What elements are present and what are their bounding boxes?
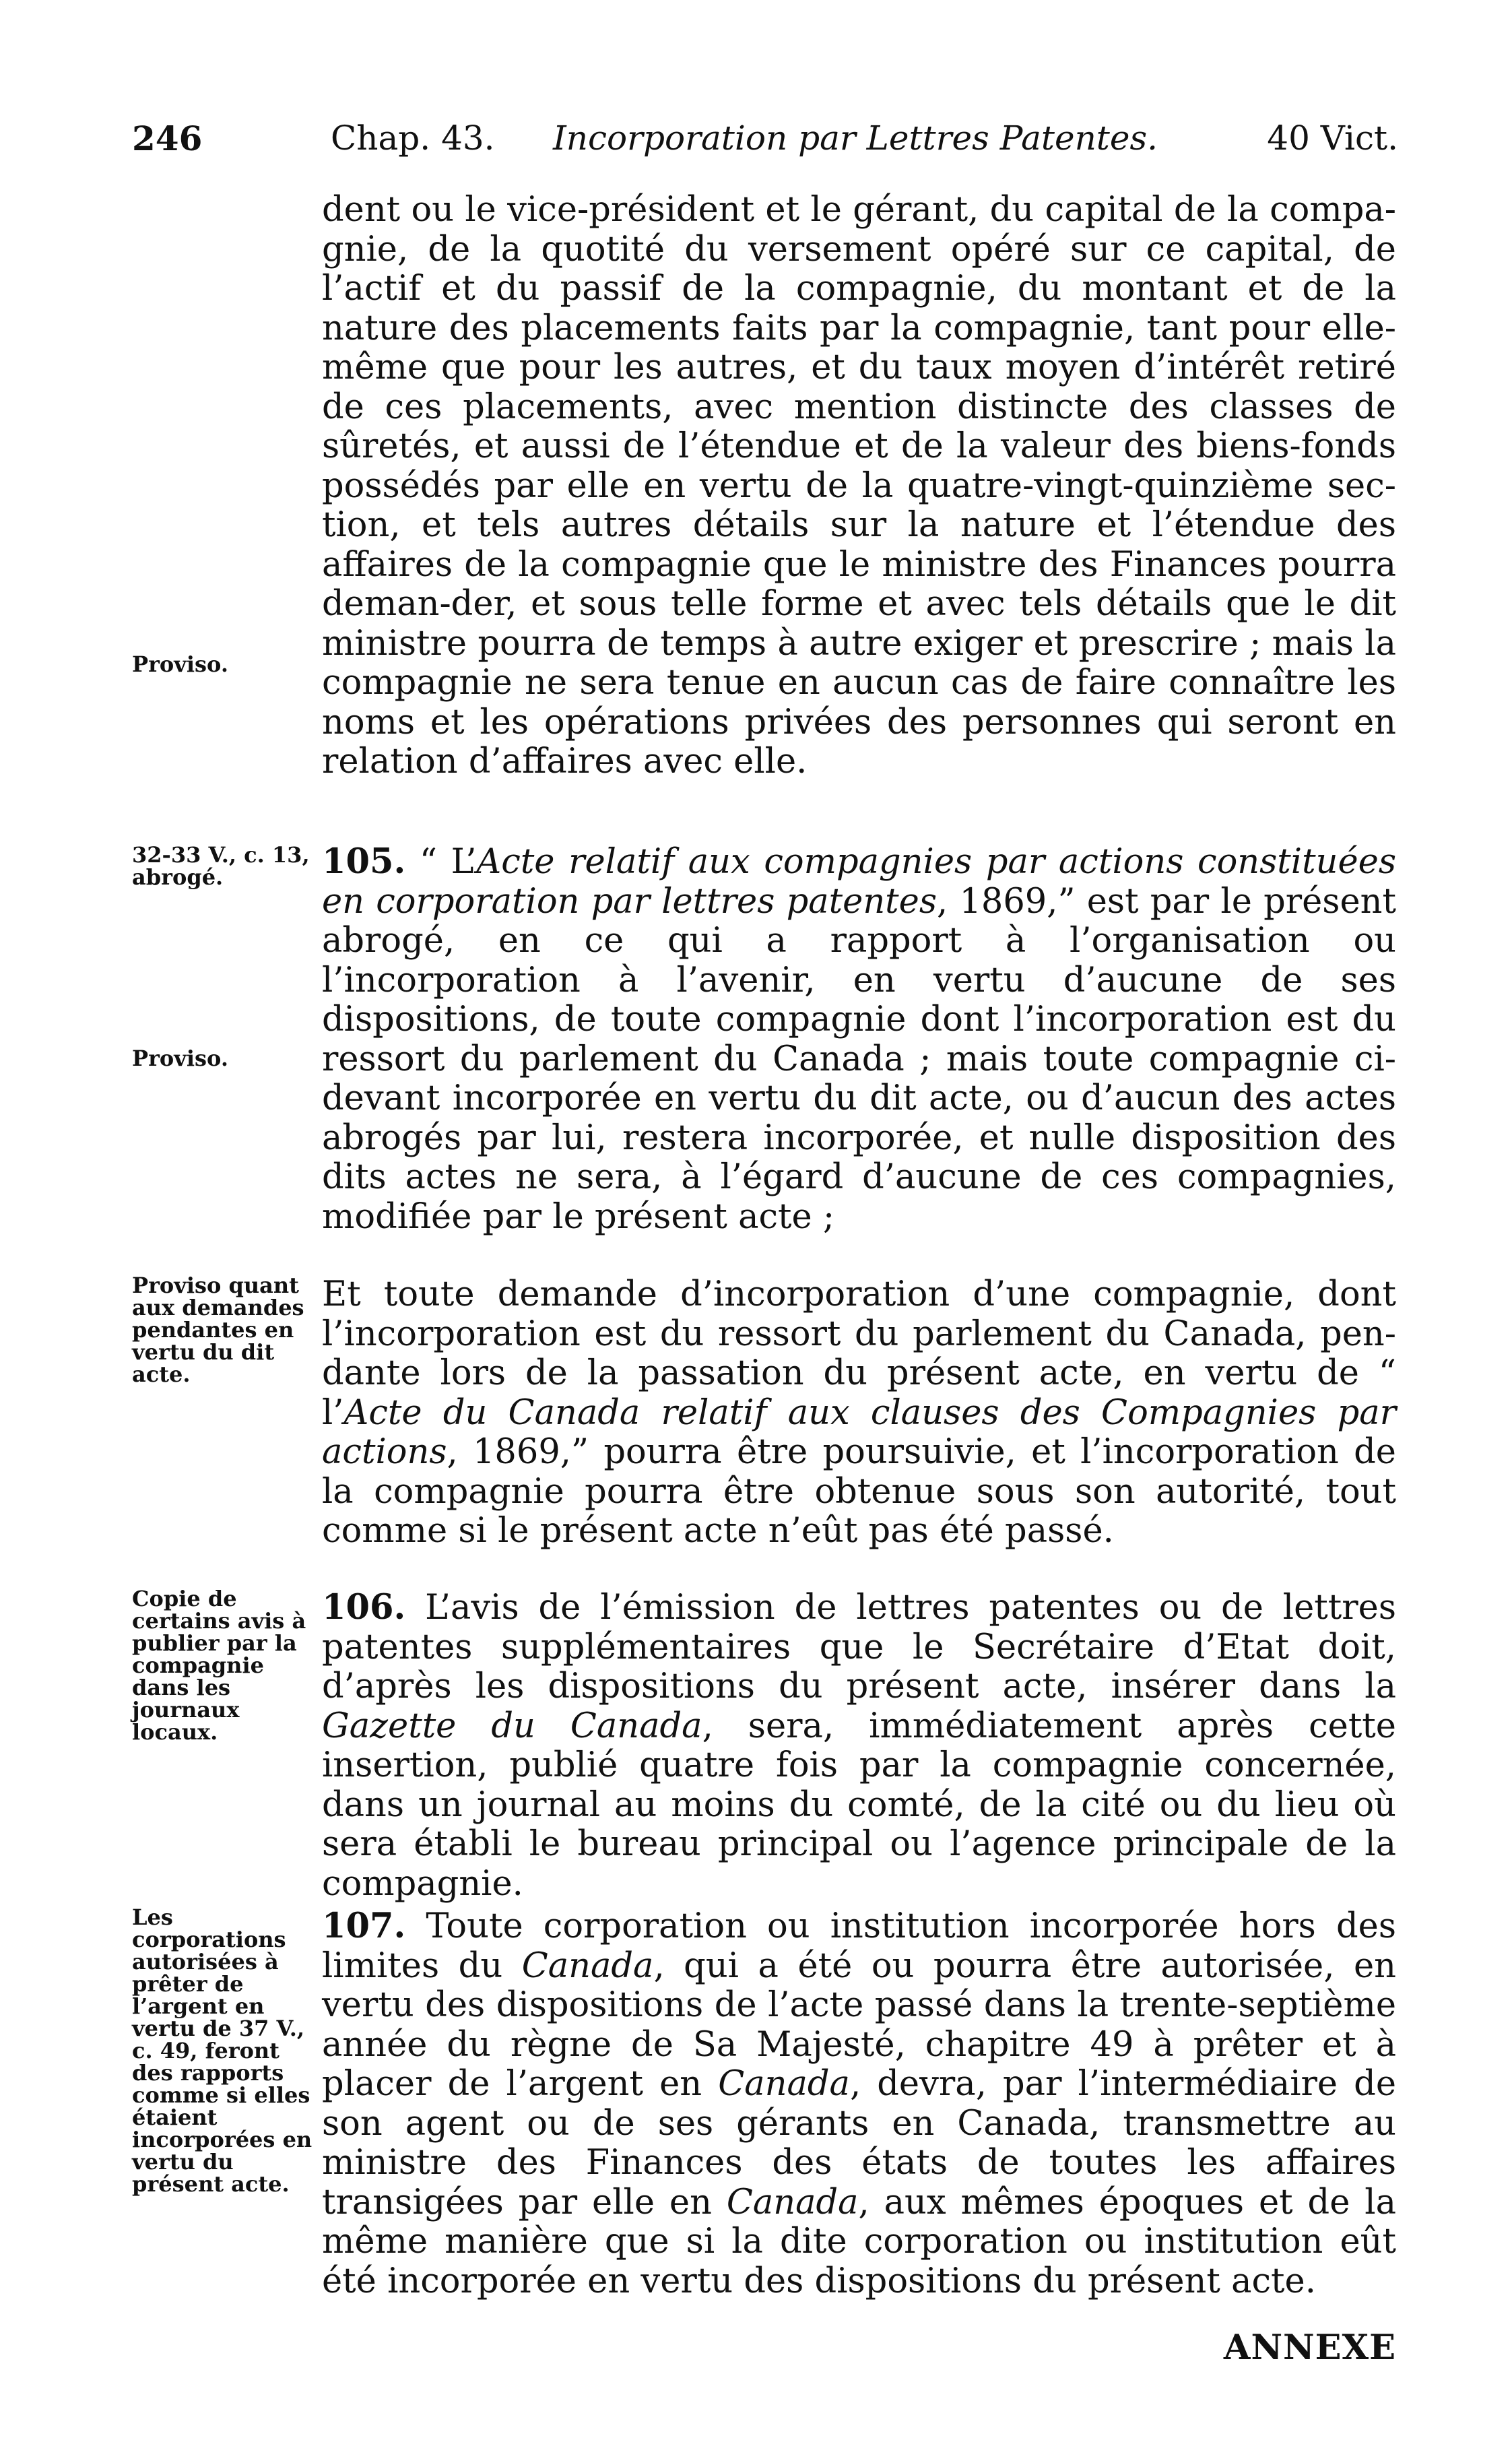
margin-note-pending-applications: Proviso quant aux demandes pendantes en vertu du dit acte. <box>132 1273 304 1387</box>
section-number: 105. <box>322 841 406 882</box>
margin-note-proviso: Proviso. <box>132 651 228 677</box>
section-number: 107. <box>322 1906 406 1946</box>
section-106 <box>322 1588 1396 1904</box>
margin-note-foreign-corporations: Les corporations autorisées à prêter de l’argent en vertu de 37 V., c. 49, feront des rapports comme si elles étaient incorporées en vertu du présent acte. <box>132 1904 313 2197</box>
paragraph-text: L’avis de l’émission de lettres patentes ou de lettres patentes supplémentaires que le Secrétaire d’Etat doit, d’après les dispositions du présent acte, insérer dans la Gazette du Canada, sera, immédiatement après cette insertion, publié quatre fois par la compagnie concernée, dans un journal au moins du comté, de la cité ou du lieu où sera établi le bureau principal ou l’agence principale de la compagnie. <box>322 1588 1397 1904</box>
paragraph-text: “ L’Acte relatif aux compagnies par actions constituées en corporation par lettres patentes, 1869,” est par le présent abrogé, en ce qui a rapport à l’organisation ou l’incorporation à l’avenir, en vertu d’aucune de ses dispositions, de toute compagnie dont l’incorporation est du ressort du parlement du Canada ; mais toute compagnie ci-devant incorporée en vertu du dit acte, ou d’aucun des actes abrogés par lui, restera incorporée, et nulle disposition des dits actes ne sera, à l’égard d’aucune de ces compagnies, modifiée par le présent acte ; <box>322 842 1396 1237</box>
margin-note-notices: Copie de certains avis à publier par la compagnie dans les journaux locaux. <box>132 1586 306 1745</box>
chapter-label: Chap. 43. <box>331 119 495 158</box>
catchword: ANNEXE <box>1223 2327 1396 2368</box>
section-107 <box>322 1906 1396 2301</box>
section-number: 106. <box>322 1587 406 1628</box>
margin-note-proviso-2: Proviso. <box>132 1046 228 1071</box>
running-title: Incorporation par Lettres Patentes. <box>553 119 1158 158</box>
paragraph-pending <box>322 1275 1396 1551</box>
margin-note-repeal: 32-33 V., c. 13, abrogé. <box>132 842 310 890</box>
running-header <box>132 119 1398 166</box>
regnal-year: 40 Vict. <box>1267 119 1398 158</box>
paragraph-text: dent ou le vice-président et le gérant, du capital de la compa-gnie, de la quotité du versement opéré sur ce capital, de l’actif et du passif de la compagnie, du montant et de la nature des placements faits par la compagnie, tant pour elle-même que pour les autres, et du taux moyen d’intérêt retiré de ces placements, avec mention distincte des classes de sûretés, et aussi de l’étendue et de la valeur des biens-fonds possédés par elle en vertu de la quatre-vingt-quinzième sec-tion, et tels autres détails sur la nature et l’étendue des affaires de la compagnie que le ministre des Finances pourra deman-der, et sous telle forme et avec tels détails que le dit ministre pourra de temps à autre exiger et prescrire ; mais la compagnie ne sera tenue en aucun cas de faire connaître les noms et les opérations privées des personnes qui seront en relation d’affaires avec elle. <box>322 190 1396 781</box>
page-number: 246 <box>132 119 203 158</box>
paragraph-text: Toute corporation ou institution incorporée hors des limites du Canada, qui a été ou pourra être autorisée, en vertu des dispositions de l’acte passé dans la trente-septième année du règne de Sa Majesté, chapitre 49 à prêter et à placer de l’argent en Canada, devra, par l’intermédiaire de son agent ou de ses gérants en Canada, transmettre au ministre des Finances des états de toutes les affaires transigées par elle en Canada, aux mêmes époques et de la même manière que si la dite corporation ou institution eût été incorporée en vertu des dispositions du présent acte. <box>322 1906 1397 2301</box>
paragraph-continued <box>322 190 1396 782</box>
paragraph-text: Et toute demande d’incorporation d’une compagnie, dont l’incorporation est du ressort du parlement du Canada, pen-dante lors de la passation du présent acte, en vertu de “ l’Acte du Canada relatif aux clauses des Compagnies par actions, 1869,” pourra être poursuivie, et l’incorporation de la compagnie pourra être obtenue sous son autorité, tout comme si le présent acte n’eût pas été passé. <box>322 1275 1396 1551</box>
section-105 <box>322 842 1396 1237</box>
